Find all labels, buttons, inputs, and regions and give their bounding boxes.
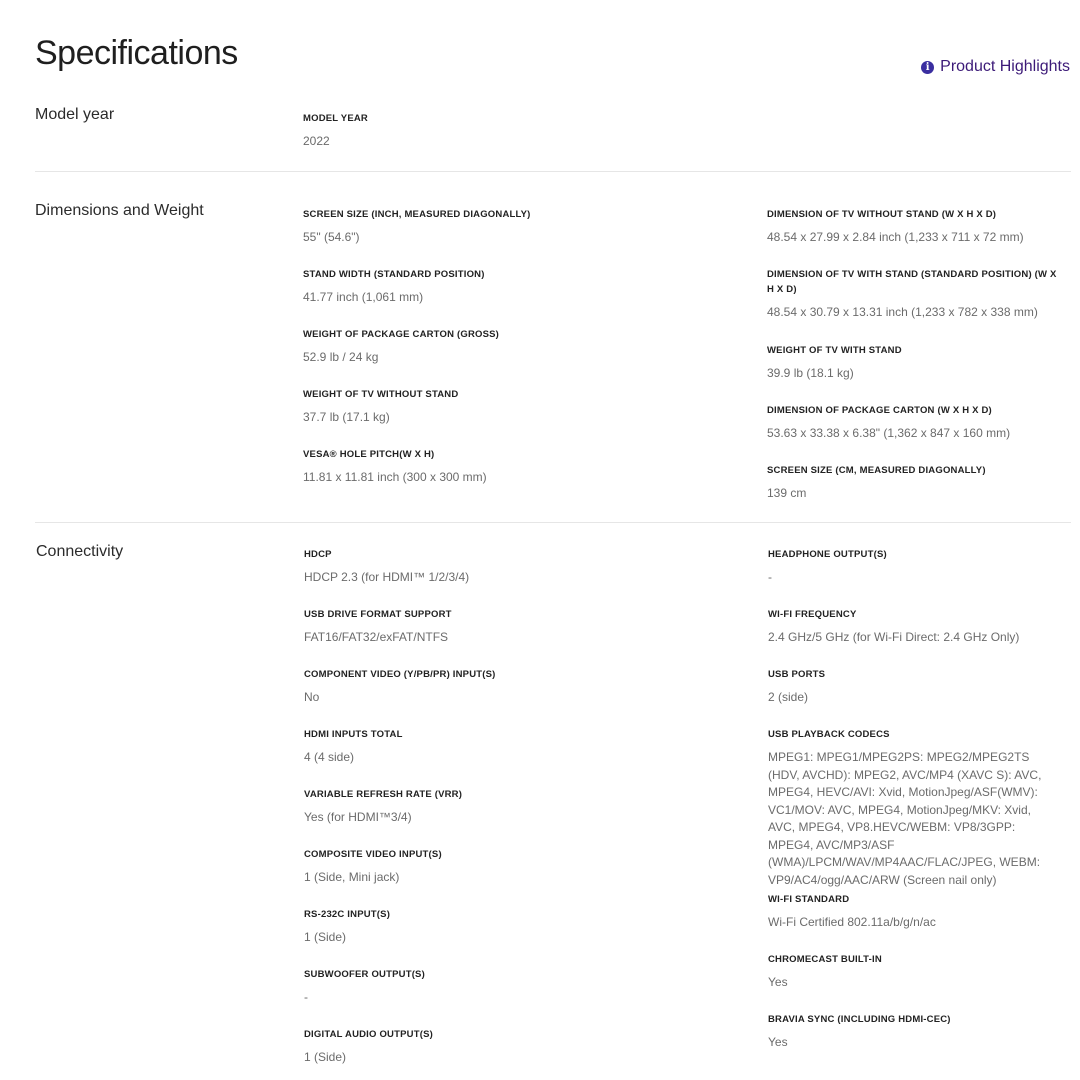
spec-item <box>303 207 531 247</box>
spec-value: Wi-Fi Certified 802.11a/b/g/n/ac <box>768 915 936 929</box>
spec-item <box>767 267 1057 322</box>
spec-label: MODEL YEAR <box>303 113 368 124</box>
spec-item <box>767 403 1057 443</box>
spec-label: HEADPHONE OUTPUT(S) <box>768 549 887 560</box>
spec-item <box>304 1027 433 1067</box>
spec-item <box>768 667 1053 707</box>
spec-label: USB PLAYBACK CODECS <box>768 729 890 740</box>
spec-value: 2 (side) <box>768 690 809 704</box>
section-model-year <box>35 106 1071 166</box>
spec-label: BRAVIA SYNC (INCLUDING HDMI-CEC) <box>768 1014 951 1025</box>
spec-value: 53.63 x 33.38 x 6.38" (1,362 x 847 x 160 mm) <box>767 426 1011 440</box>
spec-label: CHROMECAST BUILT-IN <box>768 954 882 965</box>
spec-item <box>767 343 1057 383</box>
product-highlights-label: Product Highlights <box>940 58 1070 75</box>
spec-label: HDCP <box>304 549 332 560</box>
spec-item <box>767 207 1057 247</box>
spec-item <box>768 547 1053 587</box>
spec-label: DIMENSION OF TV WITH STAND (STANDARD POSITION) (W X H X D) <box>767 269 1057 295</box>
spec-value: 1 (Side) <box>304 930 347 944</box>
spec-value: 48.54 x 30.79 x 13.31 inch (1,233 x 782 x 338 mm) <box>767 305 1038 319</box>
spec-value: 37.7 lb (17.1 kg) <box>303 410 390 424</box>
spec-label: WEIGHT OF TV WITH STAND <box>767 345 902 356</box>
spec-label: RS-232C INPUT(S) <box>304 909 391 920</box>
spec-item <box>304 727 403 767</box>
page-title: Specifications <box>35 34 238 72</box>
spec-item <box>303 267 485 307</box>
spec-item <box>767 463 1057 503</box>
spec-value: MPEG1: MPEG1/MPEG2PS: MPEG2/MPEG2TS (HDV, AVCHD): MPEG2, AVC/MP4 (XAVC S): AVC, MPEG4, HEVC/AVI: Xvid, MotionJpeg/ASF(WMV): VC1/MOV: AVC, MPEG4, MotionJpeg/MKV: Xvid, AVC, MPEG4, VP8.HEVC/WEBM: VP8/3GPP: MPEG4, AVC/MP3/ASF (WMA)/LPCM/WAV/MP4AAC/FLAC/JPEG, WEBM: VP9/AC4/ogg/AAC/ARW (Screen nail only) <box>768 750 1042 887</box>
spec-item <box>768 607 1053 647</box>
spec-item <box>303 447 487 487</box>
section-title: Dimensions and Weight <box>35 202 204 219</box>
info-icon: i <box>921 61 934 74</box>
spec-label: SCREEN SIZE (CM, MEASURED DIAGONALLY) <box>767 465 986 476</box>
spec-label: VESA® HOLE PITCH(W X H) <box>303 449 435 460</box>
spec-item <box>304 787 462 827</box>
spec-value: HDCP 2.3 (for HDMI™ 1/2/3/4) <box>304 570 470 584</box>
spec-value: 55" (54.6") <box>303 230 360 244</box>
spec-value: 52.9 lb / 24 kg <box>303 350 379 364</box>
spec-label: VARIABLE REFRESH RATE (VRR) <box>304 789 463 800</box>
section-title: Model year <box>35 106 115 123</box>
spec-item <box>768 952 1053 992</box>
spec-label: USB PORTS <box>768 669 826 680</box>
spec-value: Yes <box>768 975 788 989</box>
spec-item <box>303 111 368 151</box>
spec-value: 1 (Side, Mini jack) <box>304 870 400 884</box>
spec-label: COMPOSITE VIDEO INPUT(S) <box>304 849 442 860</box>
spec-item <box>304 667 496 707</box>
spec-item <box>303 327 499 367</box>
spec-label: DIMENSION OF PACKAGE CARTON (W X H X D) <box>767 405 992 416</box>
spec-label: WI-FI FREQUENCY <box>768 609 857 620</box>
spec-value: 139 cm <box>767 486 807 500</box>
spec-item <box>304 907 390 947</box>
spec-item <box>768 727 1053 889</box>
spec-label: HDMI INPUTS TOTAL <box>304 729 403 740</box>
spec-label: SCREEN SIZE (INCH, MEASURED DIAGONALLY) <box>303 209 531 220</box>
spec-value: 4 (4 side) <box>304 750 355 764</box>
spec-value: Yes <box>768 1035 788 1049</box>
spec-label: USB DRIVE FORMAT SUPPORT <box>304 609 452 620</box>
spec-label: DIMENSION OF TV WITHOUT STAND (W X H X D) <box>767 209 997 220</box>
section-divider <box>35 522 1071 523</box>
section-dimensions-weight <box>35 202 1071 502</box>
spec-value: FAT16/FAT32/exFAT/NTFS <box>304 630 449 644</box>
spec-label: WEIGHT OF PACKAGE CARTON (GROSS) <box>303 329 500 340</box>
spec-item <box>303 387 458 427</box>
spec-label: COMPONENT VIDEO (Y/PB/PR) INPUT(S) <box>304 669 496 680</box>
spec-value: 1 (Side) <box>304 1050 347 1064</box>
spec-value: 41.77 inch (1,061 mm) <box>303 290 424 304</box>
spec-item <box>304 847 442 887</box>
spec-item <box>768 892 1053 932</box>
spec-value: - <box>304 990 308 1004</box>
section-title: Connectivity <box>36 543 124 560</box>
section-divider <box>35 171 1071 172</box>
spec-item <box>304 607 452 647</box>
spec-label: WEIGHT OF TV WITHOUT STAND <box>303 389 459 400</box>
spec-label: STAND WIDTH (STANDARD POSITION) <box>303 269 485 280</box>
spec-label: WI-FI STANDARD <box>768 894 850 905</box>
product-highlights-link[interactable] <box>921 58 1070 76</box>
spec-value: 11.81 x 11.81 inch (300 x 300 mm) <box>303 470 487 484</box>
spec-item <box>304 547 469 587</box>
spec-label: DIGITAL AUDIO OUTPUT(S) <box>304 1029 433 1040</box>
spec-label: SUBWOOFER OUTPUT(S) <box>304 969 425 980</box>
section-connectivity <box>35 543 1071 1080</box>
spec-value: 2022 <box>303 134 330 148</box>
spec-value: No <box>304 690 320 704</box>
spec-value: 2.4 GHz/5 GHz (for Wi-Fi Direct: 2.4 GHz Only) <box>768 630 1020 644</box>
spec-value: - <box>768 570 772 584</box>
spec-value: Yes (for HDMI™3/4) <box>304 810 412 824</box>
spec-value: 48.54 x 27.99 x 2.84 inch (1,233 x 711 x 72 mm) <box>767 230 1024 244</box>
spec-value: 39.9 lb (18.1 kg) <box>767 366 854 380</box>
spec-item <box>304 967 425 1007</box>
spec-item <box>768 1012 1053 1052</box>
